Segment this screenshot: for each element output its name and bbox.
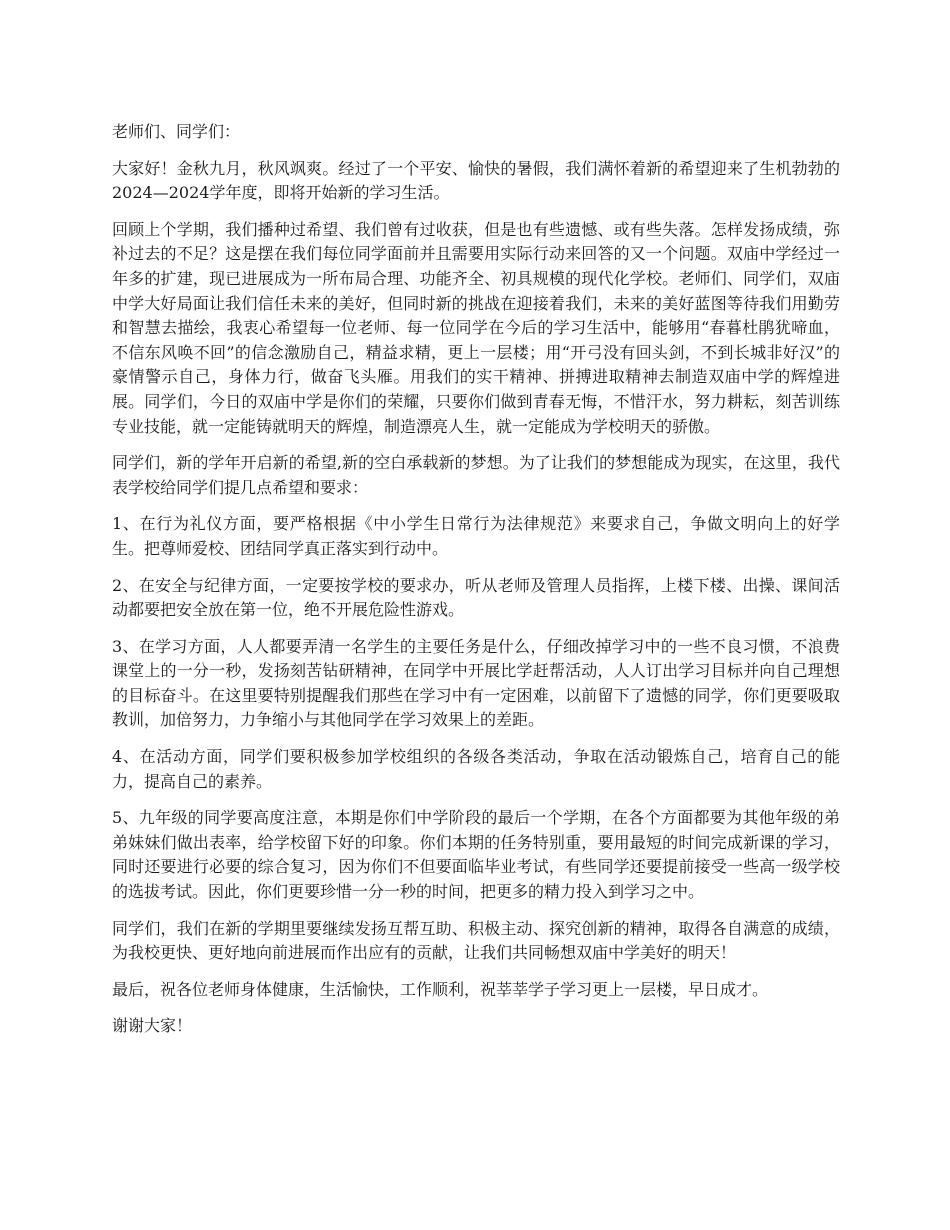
paragraph-greeting: 大家好！金秋九月，秋风飒爽。经过了一个平安、愉快的暑假，我们满怀着新的希望迎来了生机勃勃的2024—2024学年度，即将开始新的学习生活。 (112, 158, 840, 203)
paragraph-item-4: 4、在活动方面，同学们要积极参加学校组织的各级各类活动，争取在活动锻炼自己，培育自己的能力，提高自己的素养。 (112, 747, 840, 791)
paragraph-closing: 同学们，我们在新的学期里要继续发扬互帮互助、积极主动、探究创新的精神，取得各自满意的成绩，为我校更快、更好地向前进展而作出应有的贡献，让我们共同畅想双庙中学美好的明天！ (112, 918, 840, 963)
paragraph-hopes-intro: 同学们，新的学年开启新的希望,新的空白承载新的梦想。为了让我们的梦想能成为现实，在这里，我代表学校给同学们提几点希望和要求： (112, 453, 840, 497)
paragraph-review: 回顾上个学期，我们播种过希望、我们曾有过收获，但是也有些遗憾、或有些失落。怎样发扬成绩，弥补过去的不足？这是摆在我们每位同学面前并且需要用实际行动来回答的又一个问题。双庙中学经过一年多的扩建，现已进展成为一所布局合理、功能齐全、初具规模的现代化学校。老师们、同学们，双庙中学大好局面让我们信任未来的美好，但同时新的挑战在迎接着我们，未来的美好蓝图等待我们用勤劳和智慧去描绘，我衷心希望每一位老师、每一位同学在今后的学习生活中，能够用“春暮杜鹃犹啼血，不信东风唤不回”的信念激励自己，精益求精，更上一层楼；用“开弓没有回头剑，不到长城非好汉”的豪情警示自己，身体力行，做奋飞头雁。用我们的实干精神、拼搏进取精神去制造双庙中学的辉煌进展。同学们，今日的双庙中学是你们的荣耀，只要你们做到青春无悔，不惜汗水，努力耕耘，刻苦训练专业技能，就一定能铸就明天的辉煌，制造漂亮人生，就一定能成为学校明天的骄傲。 (112, 219, 840, 436)
paragraph-item-3: 3、在学习方面，人人都要弄清一名学生的主要任务是什么，仔细改掉学习中的一些不良习惯，不浪费课堂上的一分一秒，发扬刻苦钻研精神，在同学中开展比学赶帮活动，人人订出学习目标并向自己理想的目标奋斗。在这里要特别提醒我们那些在学习中有一定困难，以前留下了遗憾的同学，你们更要吸取教训，加倍努力，力争缩小与其他同学在学习效果上的差距。 (112, 636, 840, 730)
paragraph-item-5: 5、九年级的同学要高度注意，本期是你们中学阶段的最后一个学期，在各个方面都要为其他年级的弟弟妹妹们做出表率，给学校留下好的印象。你们本期的任务特别重，要用最短的时间完成新课的学习，同时还要进行必要的综合复习，因为你们不但要面临毕业考试，有些同学还要提前接受一些高一级学校的选拔考试。因此，你们更要珍惜一分一秒的时间，把更多的精力投入到学习之中。 (112, 808, 840, 902)
paragraph-item-1: 1、在行为礼仪方面，要严格根据《中小学生日常行为法律规范》来要求自己，争做文明向上的好学生。把尊师爱校、团结同学真正落实到行动中。 (112, 514, 840, 558)
paragraph-thanks: 谢谢大家！ (112, 1016, 193, 1036)
paragraph-wishes: 最后，祝各位老师身体健康，生活愉快，工作顺利，祝莘莘学子学习更上一层楼，早日成才。 (112, 979, 769, 999)
document-page (112, 120, 840, 1051)
paragraph-item-2: 2、在安全与纪律方面，一定要按学校的要求办，听从老师及管理人员指挥，上楼下楼、出操、课间活动都要把安全放在第一位，绝不开展危险性游戏。 (112, 575, 840, 620)
salutation: 老师们、同学们： (112, 122, 241, 141)
